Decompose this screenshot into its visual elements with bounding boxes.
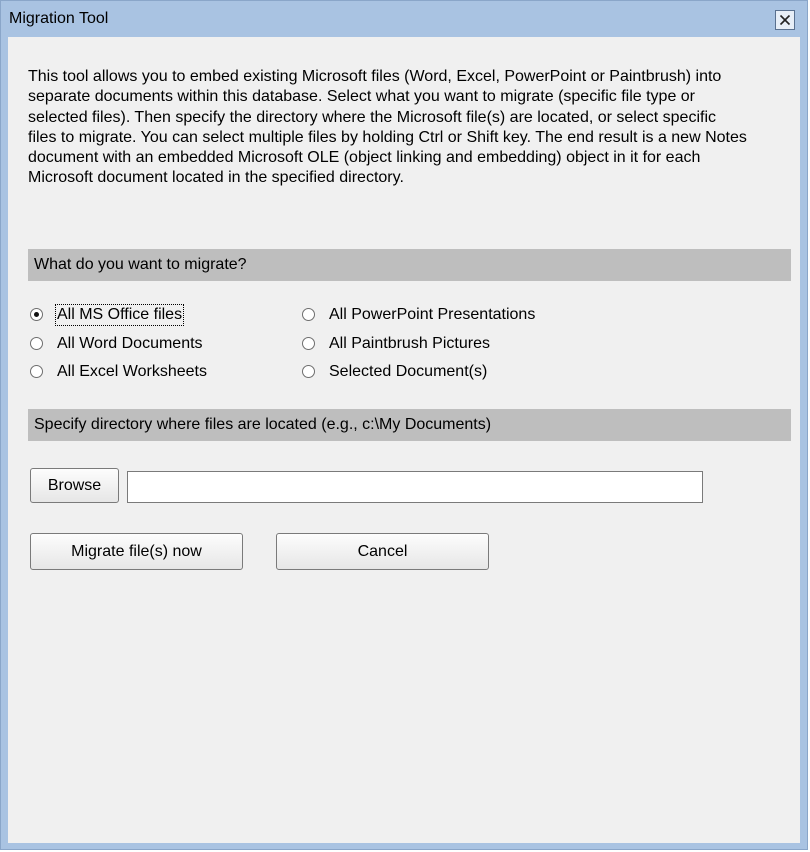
radio-label: All Paintbrush Pictures bbox=[329, 335, 490, 352]
close-icon bbox=[779, 14, 791, 26]
migrate-files-button[interactable]: Migrate file(s) now bbox=[30, 533, 243, 570]
migrate-section-heading: What do you want to migrate? bbox=[28, 249, 791, 281]
radio-circle bbox=[30, 337, 43, 350]
window-title: Migration Tool bbox=[9, 10, 109, 27]
radio-label: Selected Document(s) bbox=[329, 363, 488, 380]
radio-circle bbox=[302, 365, 315, 378]
cancel-button[interactable]: Cancel bbox=[276, 533, 489, 570]
title-bar[interactable] bbox=[1, 1, 807, 37]
browse-button[interactable]: Browse bbox=[30, 468, 119, 503]
close-button[interactable] bbox=[775, 10, 795, 30]
radio-circle bbox=[30, 308, 43, 321]
directory-path-input[interactable] bbox=[127, 471, 703, 503]
dialog-body bbox=[8, 37, 800, 843]
radio-circle bbox=[302, 337, 315, 350]
description-text: This tool allows you to embed existing Microsoft files (Word, Excel, PowerPoint or Paintbrush) into separate documents within this database. Select what you want to migrate (specific file type or selected files). Then specify the directory where the Microsoft file(s) are located, or select specific files to migrate. You can select multiple files by holding Ctrl or Shift key. The end result is a new Notes document with an embedded Microsoft OLE (object linking and embedding) object in it for each Microsoft document located in the specified directory. bbox=[28, 68, 747, 187]
radio-circle bbox=[30, 365, 43, 378]
directory-section-heading: Specify directory where files are located (e.g., c:\My Documents) bbox=[28, 409, 791, 441]
radio-label: All MS Office files bbox=[57, 306, 183, 323]
radio-label: All Word Documents bbox=[57, 335, 203, 352]
radio-circle bbox=[302, 308, 315, 321]
radio-label: All Excel Worksheets bbox=[57, 363, 207, 380]
radio-label: All PowerPoint Presentations bbox=[329, 306, 536, 323]
